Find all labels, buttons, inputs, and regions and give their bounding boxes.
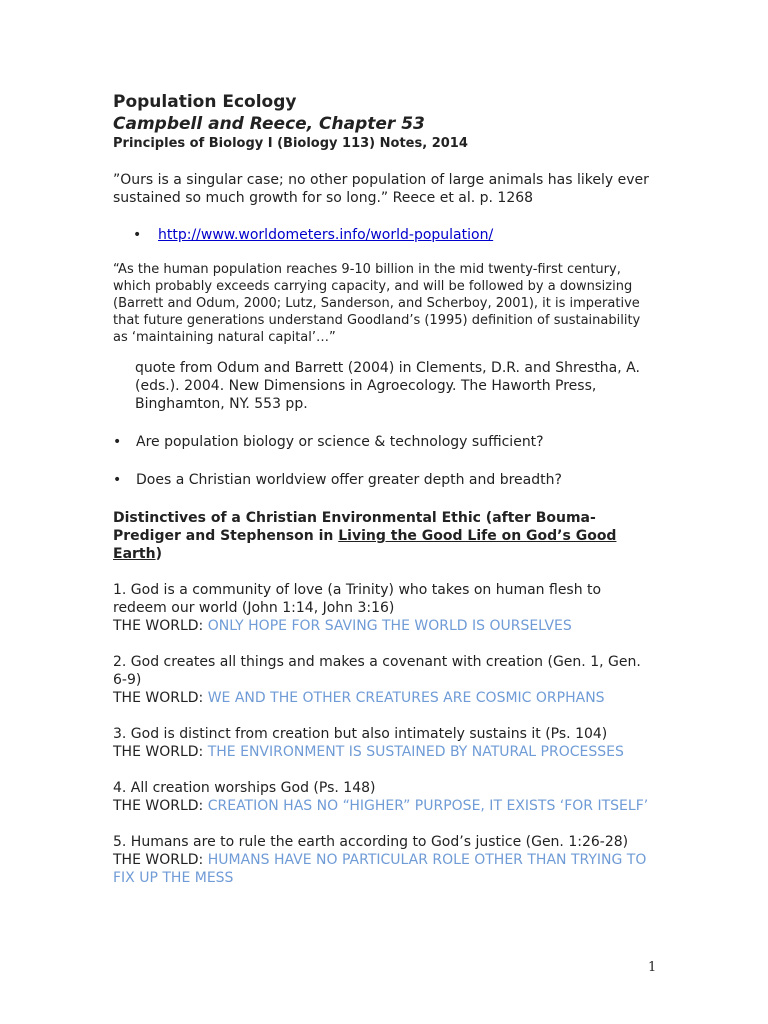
world-view-text: THE ENVIRONMENT IS SUSTAINED BY NATURAL PROCESSES — [207, 744, 624, 760]
question-item: • Does a Christian worldview offer greater depth and breadth? — [113, 471, 658, 489]
world-view-text: ONLY HOPE FOR SAVING THE WORLD IS OURSELVES — [207, 618, 572, 634]
quote-citation: quote from Odum and Barrett (2004) in Clements, D.R. and Shrestha, A. (eds.). 2004. New Dimensions in Agroecology. The Haworth Press, Binghamton, NY. 553 pp. — [135, 360, 640, 412]
world-view-text: HUMANS HAVE NO PARTICULAR ROLE OTHER THAN TRYING TO FIX UP THE MESS — [113, 852, 647, 886]
distinctive-item — [113, 581, 658, 635]
distinctive-item — [113, 725, 658, 761]
page-title: Population Ecology — [113, 92, 297, 112]
heading-text: Distinctives of a Christian Environmental Ethic (after Bouma-Prediger and Stephenson in — [113, 510, 596, 544]
world-view-line — [113, 851, 658, 887]
course-line: Principles of Biology I (Biology 113) Notes, 2014 — [113, 136, 468, 151]
page-number: 1 — [648, 960, 657, 975]
distinctive-statement: 4. All creation worships God (Ps. 148) — [113, 780, 376, 796]
reece-quote: ”Ours is a singular case; no other population of large animals has likely ever sustained so much growth for so long.” Reece et al. p. 1268 — [113, 172, 649, 206]
worldometers-link[interactable]: http://www.worldometers.info/world-population/ — [158, 227, 494, 243]
distinctive-statement: 1. God is a community of love (a Trinity) who takes on human flesh to redeem our world (John 1:14, John 3:16) — [113, 582, 602, 616]
world-label: THE WORLD: — [113, 690, 208, 706]
page-subtitle: Campbell and Reece, Chapter 53 — [113, 114, 425, 134]
world-label: THE WORLD: — [113, 618, 208, 634]
world-view-line — [113, 689, 658, 707]
book-title: Living the Good Life on God’s Good Earth — [113, 528, 617, 562]
distinctives-heading — [113, 509, 658, 563]
distinctive-item — [113, 653, 658, 707]
document-page — [113, 92, 658, 887]
link-list — [113, 226, 658, 244]
world-view-line — [113, 743, 658, 761]
distinctive-item — [113, 779, 658, 815]
heading-close: ) — [155, 546, 162, 562]
distinctive-statement: 5. Humans are to rule the earth according to God’s justice (Gen. 1:26-28) — [113, 834, 629, 850]
world-label: THE WORLD: — [113, 798, 208, 814]
question-item: • Are population biology or science & technology sufficient? — [113, 433, 658, 451]
world-label: THE WORLD: — [113, 744, 208, 760]
distinctive-statement: 3. God is distinct from creation but also intimately sustains it (Ps. 104) — [113, 726, 608, 742]
world-view-text: CREATION HAS NO “HIGHER” PURPOSE, IT EXISTS ‘FOR ITSELF’ — [207, 798, 649, 814]
link-list-item — [113, 226, 658, 244]
question-list — [113, 433, 658, 489]
world-label: THE WORLD: — [113, 852, 208, 868]
distinctive-statement: 2. God creates all things and makes a covenant with creation (Gen. 1, Gen. 6-9) — [113, 654, 641, 688]
odum-quote: “As the human population reaches 9-10 billion in the mid twenty-first century, which probably exceeds carrying capacity, and will be followed by a downsizing (Barrett and Odum, 2000; Lutz, Sanderson, and Scherboy, 2001), it is imperative that future generations understand Goodland’s (1995) definition of sustainability as ‘maintaining natural capital’…” — [113, 262, 641, 345]
world-view-line — [113, 797, 658, 815]
world-view-line — [113, 617, 658, 635]
distinctive-item — [113, 833, 658, 887]
world-view-text: WE AND THE OTHER CREATURES ARE COSMIC ORPHANS — [207, 690, 605, 706]
